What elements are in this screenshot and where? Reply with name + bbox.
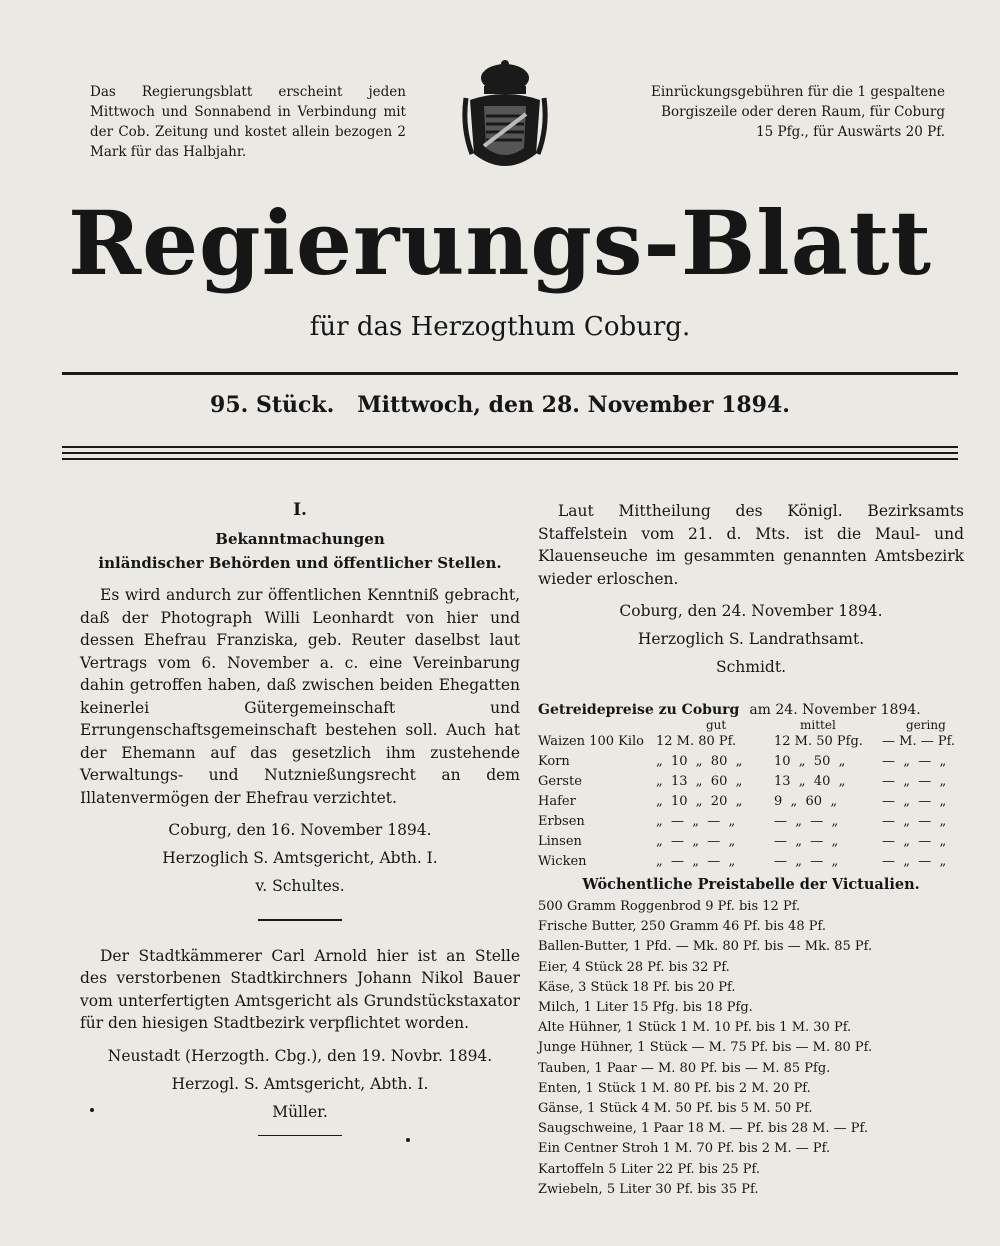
grain-price-gering: — M. — Pf. (882, 734, 956, 749)
left-column (80, 500, 520, 1160)
section-heading: Bekanntmachungen (215, 530, 385, 548)
notice-arnold-date: Neustadt (Herzogth. Cbg.), den 19. Novbr. 1894. (107, 1046, 493, 1065)
grain-price-gut: „ 10 „ 20 „ (656, 794, 743, 809)
victual-price-item: Saugschweine, 1 Paar 18 M. — Pf. bis 28 M. — Pf. (538, 1121, 869, 1137)
section-number: I. (293, 500, 307, 520)
ducal-coat-of-arms-icon (462, 58, 548, 188)
grain-price-gering: — „ — „ (882, 834, 947, 849)
grain-label: Hafer (538, 794, 576, 809)
advertising-fee-note (640, 82, 945, 142)
grain-price-gering: — „ — „ (882, 814, 947, 829)
grain-price-gering: — „ — „ (882, 794, 947, 809)
subscription-note: Das Regierungsblatt erscheint jeden Mittwoch und Sonnabend in Verbindung mit der Cob. Zeitung und kostet allein bezogen 2 Mark für das Halbjahr. (90, 84, 406, 160)
notice-seuche-signature: Schmidt. (715, 658, 786, 676)
grain-label: Waizen 100 Kilo (538, 734, 644, 749)
fee-line-1: Einrückungsgebühren für die 1 gespaltene (650, 84, 945, 100)
notice-arnold-signature: Müller. (272, 1102, 328, 1121)
grain-label: Gerste (538, 774, 582, 789)
notice-seuche-office: Herzoglich S. Landrathsamt. (637, 630, 865, 648)
ink-speck (90, 1108, 94, 1112)
issue-rule-middle (62, 452, 958, 454)
grain-price-gut: 12 M. 80 Pf. (656, 734, 737, 749)
grain-label: Linsen (538, 834, 582, 849)
victual-price-item: Kartoffeln 5 Liter 22 Pf. bis 25 Pf. (538, 1161, 760, 1177)
grain-price-mittel: — „ — „ (774, 814, 839, 829)
grain-price-mittel: 13 „ 40 „ (774, 774, 846, 789)
masthead-subtitle: für das Herzogthum Coburg. (309, 312, 691, 342)
grain-head-gering: gering (906, 718, 946, 732)
victuals-price-list (538, 897, 964, 1200)
grain-row (538, 732, 964, 752)
grain-head-gut: gut (706, 718, 727, 732)
victual-price-item: Junge Hühner, 1 Stück — M. 75 Pf. bis — M. 80 Pf. (538, 1040, 873, 1056)
notice-arnold-text: Der Stadtkämmerer Carl Arnold hier ist an Stelle des verstorbenen Stadtkirchners Johann Nikol Bauer vom unterfertigten Amtsgericht als Grundstückstaxator für den hiesigen Stadtbezirk verpflichtet worden. (80, 946, 520, 1032)
grain-table-header (538, 718, 964, 732)
victuals-table-title: Wöchentliche Preistabelle der Victualien. (582, 876, 920, 893)
grain-table-body (538, 732, 964, 872)
notice-seuche-date: Coburg, den 24. November 1894. (619, 602, 883, 620)
grain-label: Erbsen (538, 814, 585, 829)
grain-price-mittel: 12 M. 50 Pfg. (774, 734, 863, 749)
grain-price-table (538, 702, 964, 872)
grain-table-title: Getreidepreise zu Coburg (538, 702, 740, 718)
notice-leonhardt-signature: v. Schultes. (255, 877, 345, 895)
notice-divider (258, 919, 342, 921)
grain-price-gut: „ — „ — „ (656, 834, 736, 849)
victual-price-item: Alte Hühner, 1 Stück 1 M. 10 Pf. bis 1 M. 30 Pf. (538, 1020, 852, 1036)
fee-line-3: 15 Pfg., für Auswärts 20 Pf. (756, 124, 945, 140)
grain-row (538, 752, 964, 772)
grain-label: Korn (538, 754, 570, 769)
grain-price-gut: „ 13 „ 60 „ (656, 774, 743, 789)
victual-price-item: Zwiebeln, 5 Liter 30 Pf. bis 35 Pf. (538, 1181, 759, 1197)
victual-price-item: Käse, 3 Stück 18 Pf. bis 20 Pf. (538, 979, 736, 995)
grain-price-gut: „ 10 „ 80 „ (656, 754, 743, 769)
grain-price-mittel: — „ — „ (774, 834, 839, 849)
right-column (538, 500, 964, 1200)
grain-price-gut: „ — „ — „ (656, 854, 736, 869)
victual-price-item: Tauben, 1 Paar — M. 80 Pf. bis — M. 85 Pfg. (538, 1060, 831, 1076)
grain-price-mittel: 9 „ 60 „ (774, 794, 838, 809)
victual-price-item: Ballen-Butter, 1 Pfd. — Mk. 80 Pf. bis — Mk. 85 Pf. (538, 939, 873, 955)
grain-row (538, 832, 964, 852)
ink-speck (406, 1138, 410, 1142)
masthead-title: Regierungs-Blatt (67, 191, 933, 295)
grain-price-gering: — „ — „ (882, 854, 947, 869)
victual-price-item: Milch, 1 Liter 15 Pfg. bis 18 Pfg. (538, 1000, 753, 1016)
issue-line: 95. Stück. Mittwoch, den 28. November 1894. (210, 392, 790, 418)
notice-arnold-office: Herzogl. S. Amtsgericht, Abth. I. (171, 1074, 429, 1093)
grain-label: Wicken (538, 854, 587, 869)
victual-price-item: Enten, 1 Stück 1 M. 80 Pf. bis 2 M. 20 Pf. (538, 1080, 811, 1096)
grain-price-mittel: — „ — „ (774, 854, 839, 869)
grain-price-mittel: 10 „ 50 „ (774, 754, 846, 769)
victual-price-item: Frische Butter, 250 Gramm 46 Pf. bis 48 Pf. (538, 919, 826, 935)
notice-leonhardt-date: Coburg, den 16. November 1894. (168, 821, 432, 839)
grain-row (538, 772, 964, 792)
grain-row (538, 852, 964, 872)
victual-price-item: Eier, 4 Stück 28 Pf. bis 32 Pf. (538, 959, 730, 975)
issue-rule-bottom (62, 458, 958, 460)
grain-price-gering: — „ — „ (882, 774, 947, 789)
grain-table-date: am 24. November 1894. (749, 702, 921, 718)
victual-price-item: Gänse, 1 Stück 4 M. 50 Pf. bis 5 M. 50 Pf. (538, 1101, 813, 1117)
masthead-rule (62, 372, 958, 375)
grain-row (538, 812, 964, 832)
notice-leonhardt-text: Es wird andurch zur öffentlichen Kenntniß gebracht, daß der Photograph Willi Leonhardt von hier und dessen Ehefrau Franziska, geb. Reuter daselbst laut Vertrags vom 6. November a. c. eine Vereinbarung dahin getroffen haben, daß zwischen beiden Ehegatten keinerlei Gütergemeinschaft und Errungenschaftsgemeinschaft bestehen soll. Auch hat der Ehemann auf das gesetzlich ihm zustehende Verwaltungs- und Nutznießungsrecht an dem Illatenvermögen der Ehefrau verzichtet. (80, 586, 520, 807)
issue-rule-top (62, 446, 958, 448)
notice-seuche-text: Laut Mittheilung des Königl. Bezirksamts Staffelstein vom 21. d. Mts. ist die Maul- und Klauenseuche im gesammten genannten Amtsbezirk wieder erloschen. (538, 502, 964, 588)
fee-line-2: Borgiszeile oder deren Raum, für Coburg (661, 104, 945, 120)
grain-head-mittel: mittel (800, 718, 836, 732)
grain-price-gering: — „ — „ (882, 754, 947, 769)
victual-price-item: Ein Centner Stroh 1 M. 70 Pf. bis 2 M. — Pf. (538, 1141, 831, 1157)
section-subheading: inländischer Behörden und öffentlicher Stellen. (98, 554, 502, 572)
grain-price-gut: „ — „ — „ (656, 814, 736, 829)
grain-row (538, 792, 964, 812)
victual-price-item: 500 Gramm Roggenbrod 9 Pf. bis 12 Pf. (538, 899, 801, 914)
notice-leonhardt-office: Herzoglich S. Amtsgericht, Abth. I. (162, 849, 438, 867)
column-end-rule (258, 1135, 342, 1137)
